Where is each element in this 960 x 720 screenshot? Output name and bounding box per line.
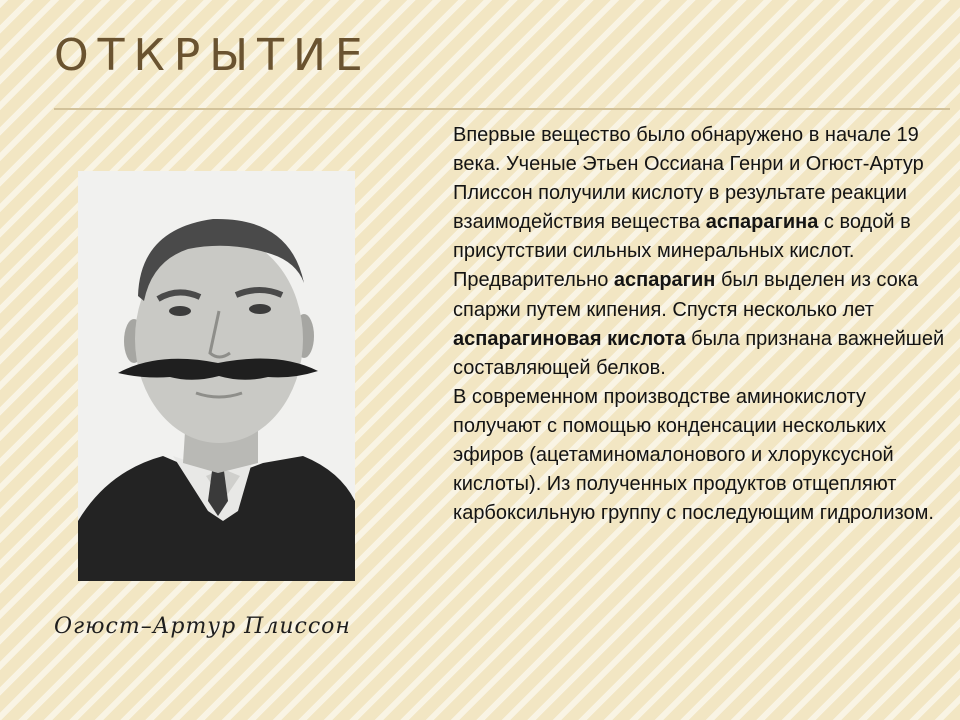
photo-caption: Огюст–Артур Плиссон: [54, 614, 351, 639]
paragraph-discovery-text-end: с водой в присутствии сильных минеральных кислот.: [453, 211, 911, 263]
paragraph-history-text-end: была признана важнейшей составляющей белков.: [453, 327, 945, 379]
paragraph-history-text-middle: был выделен из сока спаржи путем кипения. Спустя несколько лет: [453, 269, 919, 321]
term-aspartic-acid: аспарагиновая кислота: [453, 327, 686, 350]
paragraph-discovery: [453, 121, 948, 266]
paragraph-discovery-text: Впервые вещество было обнаружено в начале 19 века. Ученые Этьен Оссиана Генри и Огюст-Артур Плиссон получили кислоту в результате реакции взаимодействия вещества: [453, 124, 924, 234]
paragraph-history-text: Предварительно: [453, 269, 614, 292]
slide-title: ОТКРЫТИЕ: [54, 30, 372, 81]
body-text: [453, 121, 948, 528]
term-asparagine: аспарагина: [705, 211, 819, 234]
term-asparagine: аспарагин: [613, 269, 716, 292]
title-divider: [54, 108, 950, 110]
paragraph-production: В современном производстве аминокислоту получают с помощью конденсации нескольких эфиров (ацетаминомалонового и хлоруксусной кислоты). Из полученных продуктов отщепляют карбоксильную группу с последующим гидролизом.: [453, 385, 934, 525]
portrait-photo: [78, 171, 355, 581]
paragraph-history: [453, 266, 948, 382]
